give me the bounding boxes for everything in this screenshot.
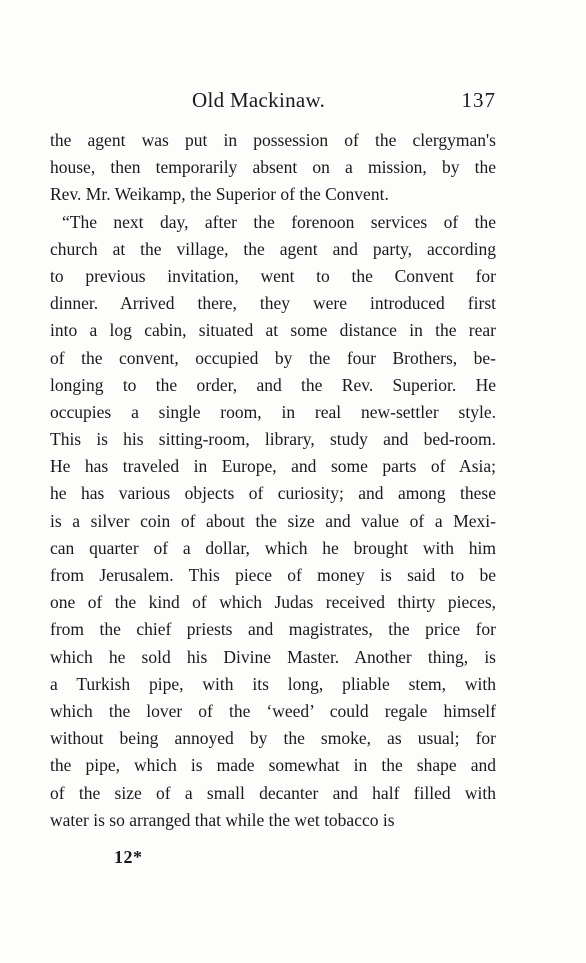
text-line: Rev. Mr. Weikamp, the Superior of the Convent.: [50, 184, 389, 205]
text-line: into a log cabin, situated at some distance in the rear: [50, 320, 496, 341]
text-line: he has various objects of curiosity; and among these: [50, 483, 496, 504]
paragraph: [50, 209, 496, 834]
text-line: church at the village, the agent and party, according: [50, 238, 496, 259]
running-title: Old Mackinaw.: [192, 88, 326, 112]
text-line: This is his sitting-room, library, study and bed-room.: [50, 429, 496, 450]
text-line: is a silver coin of about the size and value of a Mexi-: [50, 510, 496, 531]
text-line: which the lover of the ‘weed’ could regale himself: [50, 700, 496, 721]
text-line: the agent was put in possession of the clergyman's: [50, 130, 496, 150]
text-line: without being annoyed by the smoke, as usual; for: [50, 728, 496, 749]
text-line: occupies a single room, in real new-settler style.: [50, 401, 496, 422]
body-text: [50, 127, 496, 834]
text-line: from Jerusalem. This piece of money is said to be: [50, 565, 496, 585]
paragraph: [50, 127, 496, 209]
text-line: “The next day, after the forenoon services of the: [62, 211, 496, 232]
text-line: He has traveled in Europe, and some parts of Asia;: [50, 456, 496, 477]
text-line: to previous invitation, went to the Convent for: [50, 265, 496, 286]
text-line: one of the kind of which Judas received thirty pieces,: [50, 592, 496, 613]
text-line: from the chief priests and magistrates, the price for: [50, 619, 496, 640]
text-line: house, then temporarily absent on a mission, by the: [50, 157, 496, 178]
text-line: of the size of a small decanter and half filled with: [50, 782, 496, 803]
text-line: which he sold his Divine Master. Another thing, is: [50, 646, 496, 667]
text-line: the pipe, which is made somewhat in the shape and: [50, 755, 496, 776]
page-number: 137: [461, 88, 496, 112]
running-head: [50, 88, 496, 116]
text-line: can quarter of a dollar, which he brought with him: [50, 537, 496, 558]
text-line: of the convent, occupied by the four Brothers, be-: [50, 347, 496, 368]
text-line: a Turkish pipe, with its long, pliable stem, with: [50, 673, 496, 694]
text-line: water is so arranged that while the wet tobacco is: [50, 809, 395, 830]
text-line: dinner. Arrived there, they were introduced first: [50, 293, 496, 314]
signature-mark: 12*: [114, 847, 143, 867]
text-line: longing to the order, and the Rev. Superior. He: [50, 374, 496, 395]
